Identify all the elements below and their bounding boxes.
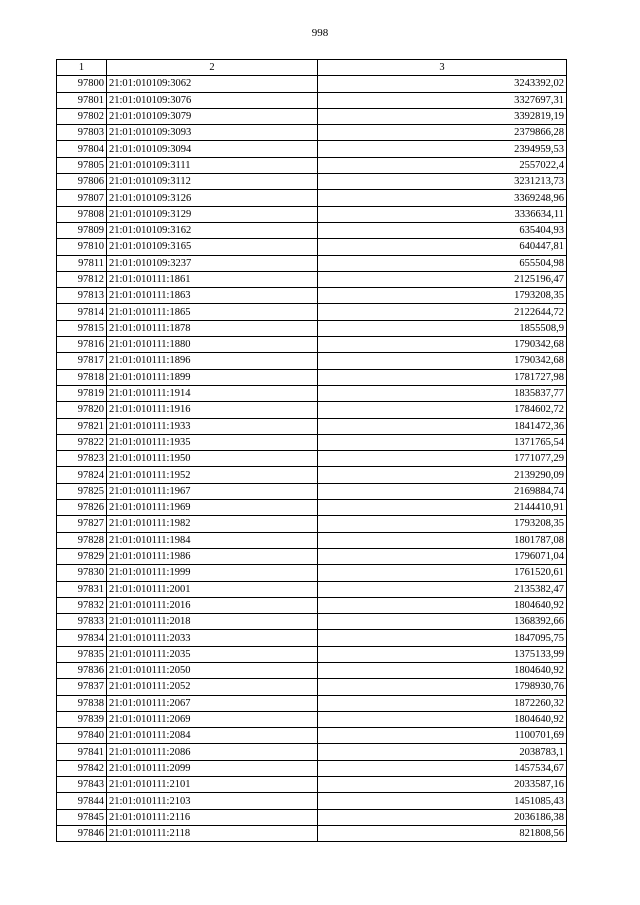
row-number-cell: 97830 (57, 565, 107, 581)
table-row (57, 646, 567, 662)
table-row (57, 271, 567, 287)
cadastral-number-cell: 21:01:010111:1914 (107, 385, 318, 401)
table-row (57, 288, 567, 304)
row-number-cell: 97804 (57, 141, 107, 157)
table-row (57, 679, 567, 695)
row-number-cell: 97819 (57, 385, 107, 401)
cadastral-number-cell: 21:01:010111:1969 (107, 500, 318, 516)
row-number-cell: 97817 (57, 353, 107, 369)
table-row (57, 760, 567, 776)
cadastral-value-cell: 2557022,4 (318, 157, 567, 173)
cadastral-number-cell: 21:01:010111:1880 (107, 337, 318, 353)
row-number-cell: 97844 (57, 793, 107, 809)
row-number-cell: 97811 (57, 255, 107, 271)
row-number-cell: 97846 (57, 825, 107, 841)
table-row (57, 630, 567, 646)
cadastral-number-cell: 21:01:010109:3076 (107, 92, 318, 108)
cadastral-value-cell: 1841472,36 (318, 418, 567, 434)
cadastral-value-cell: 2139290,09 (318, 467, 567, 483)
row-number-cell: 97807 (57, 190, 107, 206)
cadastral-number-cell: 21:01:010111:2035 (107, 646, 318, 662)
cadastral-number-cell: 21:01:010111:2116 (107, 809, 318, 825)
table-header-row (57, 60, 567, 76)
cadastral-value-table (56, 59, 567, 842)
cadastral-value-cell: 1804640,92 (318, 597, 567, 613)
cadastral-number-cell: 21:01:010111:2050 (107, 662, 318, 678)
table-row (57, 206, 567, 222)
row-number-cell: 97812 (57, 271, 107, 287)
cadastral-number-cell: 21:01:010111:1878 (107, 320, 318, 336)
row-number-cell: 97802 (57, 108, 107, 124)
row-number-cell: 97814 (57, 304, 107, 320)
cadastral-value-cell: 3336634,11 (318, 206, 567, 222)
cadastral-number-cell: 21:01:010111:2033 (107, 630, 318, 646)
row-number-cell: 97837 (57, 679, 107, 695)
table-row (57, 108, 567, 124)
cadastral-value-cell: 1451085,43 (318, 793, 567, 809)
table-row (57, 369, 567, 385)
table-row (57, 581, 567, 597)
table-row (57, 174, 567, 190)
cadastral-value-cell: 2038783,1 (318, 744, 567, 760)
cadastral-value-cell: 2036186,38 (318, 809, 567, 825)
cadastral-number-cell: 21:01:010111:2101 (107, 777, 318, 793)
table-row (57, 76, 567, 92)
table-row (57, 255, 567, 271)
cadastral-number-cell: 21:01:010111:1916 (107, 402, 318, 418)
row-number-cell: 97839 (57, 711, 107, 727)
cadastral-value-cell: 640447,81 (318, 239, 567, 255)
cadastral-value-cell: 655504,98 (318, 255, 567, 271)
cadastral-number-cell: 21:01:010109:3126 (107, 190, 318, 206)
row-number-cell: 97801 (57, 92, 107, 108)
cadastral-number-cell: 21:01:010111:2084 (107, 728, 318, 744)
row-number-cell: 97806 (57, 174, 107, 190)
table-body (57, 76, 567, 842)
cadastral-value-cell: 2122644,72 (318, 304, 567, 320)
table-row (57, 141, 567, 157)
table-row (57, 157, 567, 173)
table-row (57, 565, 567, 581)
row-number-cell: 97822 (57, 434, 107, 450)
table-row (57, 418, 567, 434)
cadastral-value-cell: 1371765,54 (318, 434, 567, 450)
cadastral-number-cell: 21:01:010111:1861 (107, 271, 318, 287)
cadastral-value-cell: 1804640,92 (318, 662, 567, 678)
table-row (57, 614, 567, 630)
cadastral-value-cell: 1847095,75 (318, 630, 567, 646)
table-row (57, 353, 567, 369)
table-row (57, 597, 567, 613)
table-row (57, 239, 567, 255)
table-row (57, 532, 567, 548)
table-row (57, 385, 567, 401)
cadastral-value-cell: 821808,56 (318, 825, 567, 841)
table-row (57, 320, 567, 336)
column-header-3: 3 (318, 60, 567, 76)
cadastral-number-cell: 21:01:010111:1986 (107, 548, 318, 564)
row-number-cell: 97813 (57, 288, 107, 304)
cadastral-number-cell: 21:01:010111:1933 (107, 418, 318, 434)
row-number-cell: 97805 (57, 157, 107, 173)
row-number-cell: 97826 (57, 500, 107, 516)
table-row (57, 304, 567, 320)
table-row (57, 793, 567, 809)
row-number-cell: 97810 (57, 239, 107, 255)
cadastral-number-cell: 21:01:010111:1984 (107, 532, 318, 548)
row-number-cell: 97821 (57, 418, 107, 434)
row-number-cell: 97815 (57, 320, 107, 336)
cadastral-value-cell: 1872260,32 (318, 695, 567, 711)
table-row (57, 125, 567, 141)
row-number-cell: 97843 (57, 777, 107, 793)
row-number-cell: 97800 (57, 76, 107, 92)
cadastral-value-cell: 1100701,69 (318, 728, 567, 744)
cadastral-value-cell: 1761520,61 (318, 565, 567, 581)
page-number: 998 (311, 27, 329, 39)
cadastral-number-cell: 21:01:010109:3094 (107, 141, 318, 157)
cadastral-value-cell: 3327697,31 (318, 92, 567, 108)
cadastral-value-cell: 2379866,28 (318, 125, 567, 141)
cadastral-number-cell: 21:01:010109:3111 (107, 157, 318, 173)
table-row (57, 809, 567, 825)
table-row (57, 662, 567, 678)
cadastral-value-cell: 1796071,04 (318, 548, 567, 564)
row-number-cell: 97834 (57, 630, 107, 646)
cadastral-value-cell: 1790342,68 (318, 353, 567, 369)
table-row (57, 548, 567, 564)
cadastral-value-cell: 2135382,47 (318, 581, 567, 597)
cadastral-value-cell: 1804640,92 (318, 711, 567, 727)
cadastral-number-cell: 21:01:010111:1935 (107, 434, 318, 450)
cadastral-value-cell: 3243392,02 (318, 76, 567, 92)
cadastral-number-cell: 21:01:010111:1999 (107, 565, 318, 581)
cadastral-value-cell: 2125196,47 (318, 271, 567, 287)
table-row (57, 695, 567, 711)
cadastral-value-cell: 3231213,73 (318, 174, 567, 190)
table-row (57, 190, 567, 206)
cadastral-value-cell: 3369248,96 (318, 190, 567, 206)
row-number-cell: 97803 (57, 125, 107, 141)
table-row (57, 728, 567, 744)
row-number-cell: 97831 (57, 581, 107, 597)
cadastral-value-cell: 1771077,29 (318, 451, 567, 467)
row-number-cell: 97828 (57, 532, 107, 548)
cadastral-number-cell: 21:01:010111:1899 (107, 369, 318, 385)
cadastral-value-cell: 2033587,16 (318, 777, 567, 793)
row-number-cell: 97818 (57, 369, 107, 385)
cadastral-value-cell: 1855508,9 (318, 320, 567, 336)
table-row (57, 825, 567, 841)
cadastral-value-cell: 1781727,98 (318, 369, 567, 385)
table-row (57, 337, 567, 353)
cadastral-number-cell: 21:01:010109:3129 (107, 206, 318, 222)
cadastral-number-cell: 21:01:010111:2018 (107, 614, 318, 630)
row-number-cell: 97808 (57, 206, 107, 222)
row-number-cell: 97829 (57, 548, 107, 564)
row-number-cell: 97825 (57, 483, 107, 499)
cadastral-number-cell: 21:01:010111:1967 (107, 483, 318, 499)
table-row (57, 711, 567, 727)
cadastral-value-cell: 1457534,67 (318, 760, 567, 776)
cadastral-value-cell: 2144410,91 (318, 500, 567, 516)
row-number-cell: 97838 (57, 695, 107, 711)
cadastral-number-cell: 21:01:010111:1982 (107, 516, 318, 532)
table-row (57, 516, 567, 532)
cadastral-number-cell: 21:01:010111:2099 (107, 760, 318, 776)
table-row (57, 483, 567, 499)
cadastral-value-cell: 1793208,35 (318, 288, 567, 304)
cadastral-number-cell: 21:01:010109:3237 (107, 255, 318, 271)
cadastral-value-cell: 635404,93 (318, 222, 567, 238)
cadastral-number-cell: 21:01:010111:2067 (107, 695, 318, 711)
cadastral-value-cell: 2394959,53 (318, 141, 567, 157)
cadastral-number-cell: 21:01:010111:2052 (107, 679, 318, 695)
cadastral-number-cell: 21:01:010109:3062 (107, 76, 318, 92)
row-number-cell: 97840 (57, 728, 107, 744)
row-number-cell: 97816 (57, 337, 107, 353)
table-row (57, 92, 567, 108)
cadastral-number-cell: 21:01:010109:3093 (107, 125, 318, 141)
row-number-cell: 97841 (57, 744, 107, 760)
cadastral-number-cell: 21:01:010111:2118 (107, 825, 318, 841)
row-number-cell: 97833 (57, 614, 107, 630)
cadastral-number-cell: 21:01:010111:2103 (107, 793, 318, 809)
table-row (57, 434, 567, 450)
cadastral-value-cell: 1798930,76 (318, 679, 567, 695)
cadastral-number-cell: 21:01:010111:2069 (107, 711, 318, 727)
cadastral-number-cell: 21:01:010111:1896 (107, 353, 318, 369)
cadastral-number-cell: 21:01:010111:2016 (107, 597, 318, 613)
cadastral-number-cell: 21:01:010111:1950 (107, 451, 318, 467)
row-number-cell: 97842 (57, 760, 107, 776)
row-number-cell: 97827 (57, 516, 107, 532)
row-number-cell: 97820 (57, 402, 107, 418)
row-number-cell: 97845 (57, 809, 107, 825)
row-number-cell: 97824 (57, 467, 107, 483)
table-row (57, 744, 567, 760)
cadastral-value-cell: 1793208,35 (318, 516, 567, 532)
row-number-cell: 97836 (57, 662, 107, 678)
cadastral-number-cell: 21:01:010109:3079 (107, 108, 318, 124)
cadastral-number-cell: 21:01:010111:1865 (107, 304, 318, 320)
row-number-cell: 97809 (57, 222, 107, 238)
cadastral-number-cell: 21:01:010111:2001 (107, 581, 318, 597)
cadastral-value-cell: 1835837,77 (318, 385, 567, 401)
table-row (57, 500, 567, 516)
cadastral-number-cell: 21:01:010111:1863 (107, 288, 318, 304)
cadastral-value-cell: 1790342,68 (318, 337, 567, 353)
cadastral-number-cell: 21:01:010111:2086 (107, 744, 318, 760)
cadastral-value-cell: 1375133,99 (318, 646, 567, 662)
cadastral-number-cell: 21:01:010109:3162 (107, 222, 318, 238)
cadastral-number-cell: 21:01:010111:1952 (107, 467, 318, 483)
row-number-cell: 97832 (57, 597, 107, 613)
cadastral-value-cell: 3392819,19 (318, 108, 567, 124)
row-number-cell: 97823 (57, 451, 107, 467)
table-row (57, 467, 567, 483)
column-header-2: 2 (107, 60, 318, 76)
table-row (57, 222, 567, 238)
table-row (57, 451, 567, 467)
cadastral-number-cell: 21:01:010109:3112 (107, 174, 318, 190)
table-row (57, 777, 567, 793)
cadastral-value-cell: 1368392,66 (318, 614, 567, 630)
table-row (57, 402, 567, 418)
cadastral-value-cell: 1801787,08 (318, 532, 567, 548)
row-number-cell: 97835 (57, 646, 107, 662)
column-header-1: 1 (57, 60, 107, 76)
cadastral-value-cell: 2169884,74 (318, 483, 567, 499)
cadastral-value-cell: 1784602,72 (318, 402, 567, 418)
cadastral-number-cell: 21:01:010109:3165 (107, 239, 318, 255)
